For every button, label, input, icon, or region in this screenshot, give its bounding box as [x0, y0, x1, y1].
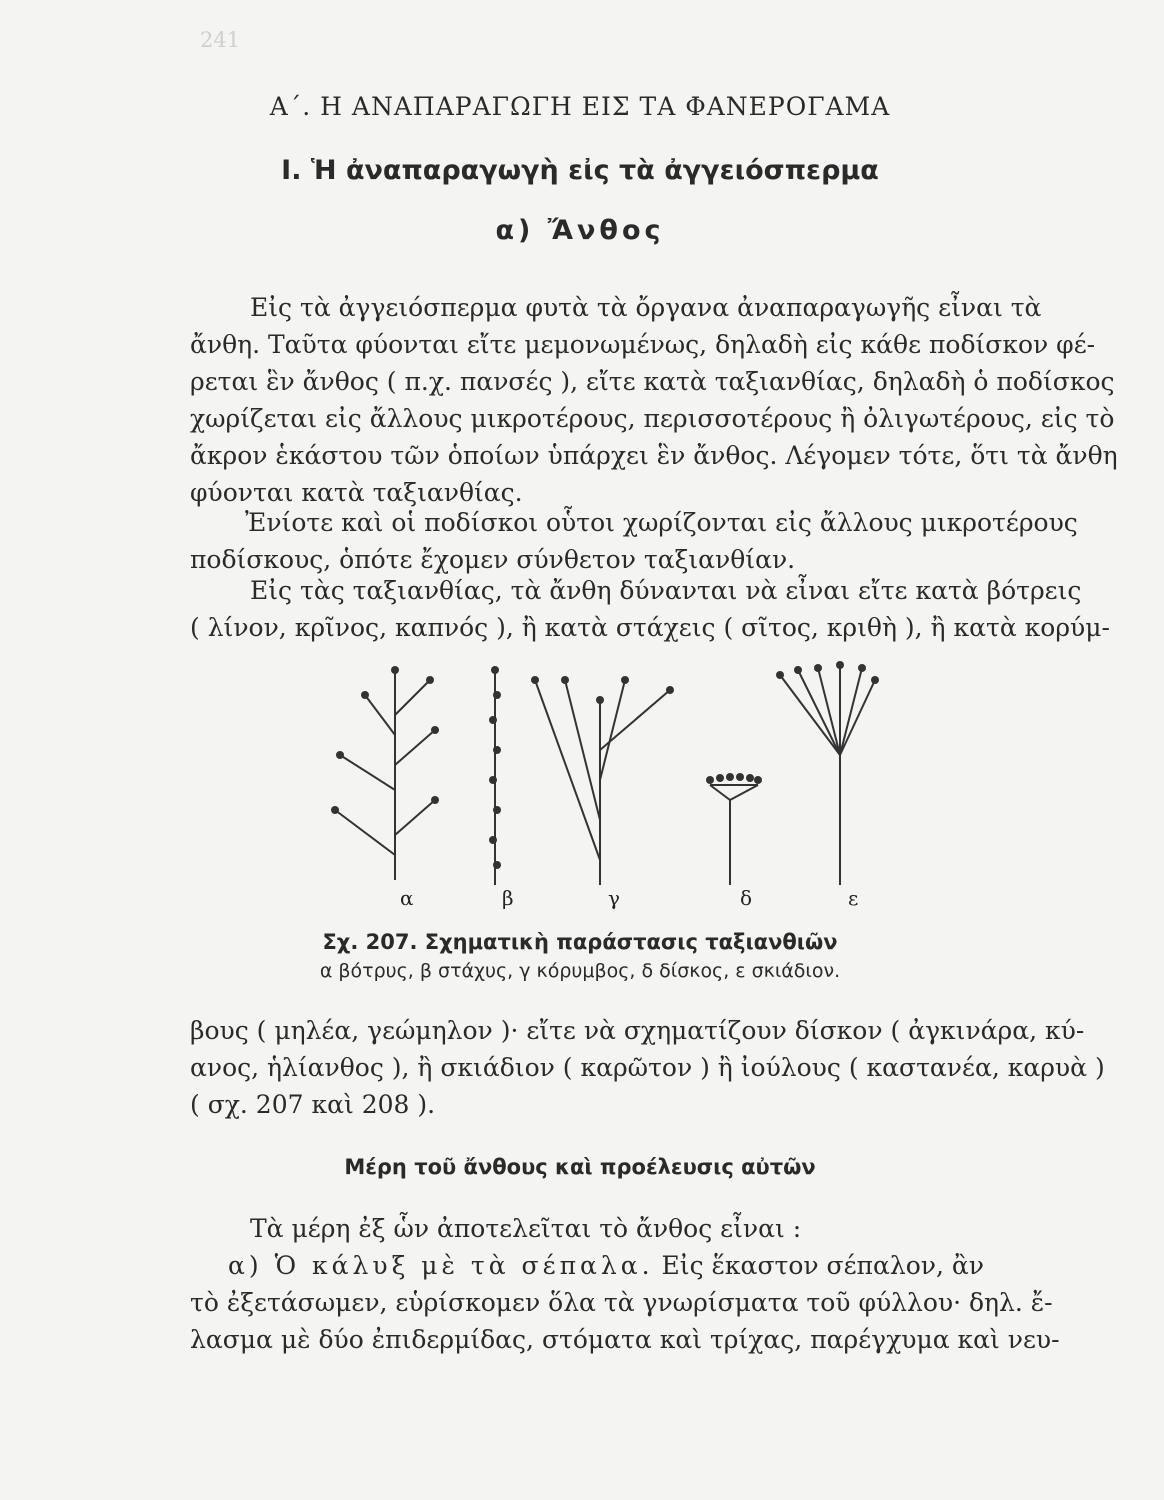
figure-label-e: ε: [848, 886, 859, 910]
figure-label-c: γ: [608, 886, 620, 910]
text-line: λασμα μὲ δύο ἐπιδερμίδας, στόματα καὶ τρίχας, παρέγχυμα καὶ νευ-: [190, 1325, 1060, 1354]
text-line: ἄκρον ἑκάστου τῶν ὁποίων ὑπάρχει ἓν ἄνθος. Λέγομεν τότε, ὅτι τὰ ἄνθη: [190, 441, 1118, 470]
paragraph-6: [190, 1247, 1060, 1358]
bleed-through-page-number: 241: [200, 28, 241, 52]
calyx-text: Εἰς ἕκαστον σέπαλον, ἂν: [661, 1251, 984, 1280]
calyx-heading: α) Ὁ κάλυξ μὲ τὰ σέπαλα.: [228, 1251, 654, 1280]
section-heading: Μέρη τοῦ ἄνθους καὶ προέλευσις αὐτῶν: [344, 1155, 816, 1179]
text-line: Εἰς τὰ ἀγγειόσπερμα φυτὰ τὰ ὄργανα ἀναπαραγωγῆς εἶναι τὰ: [250, 293, 1042, 322]
text-line: ποδίσκους, ὁπότε ἔχομεν σύνθετον ταξιανθίαν.: [190, 545, 796, 574]
paragraph-4: [190, 1012, 1105, 1123]
text-line: τὸ ἐξετάσωμεν, εὑρίσκομεν ὅλα τὰ γνωρίσματα τοῦ φύλλου· δηλ. ἔ-: [190, 1288, 1053, 1317]
figure-label-a: α: [400, 886, 414, 910]
text-line: Τὰ μέρη ἐξ ὧν ἀποτελεῖται τὸ ἄνθος εἶναι :: [250, 1214, 802, 1243]
text-line: ἄνθη. Ταῦτα φύονται εἴτε μεμονωμένως, δηλαδὴ εἰς κάθε ποδίσκον φέ-: [190, 330, 1096, 359]
text-line: ανος, ἡλίανθος ), ἢ σκιάδιον ( καρῶτον ) ἢ ἰούλους ( καστανέα, καρυὰ ): [190, 1053, 1105, 1082]
text-line: Ἐνίοτε καὶ οἱ ποδίσκοι οὗτοι χωρίζονται εἰς ἄλλους μικροτέρους: [245, 508, 1078, 537]
paragraph-5: [190, 1210, 1030, 1247]
text-line: βους ( μηλέα, γεώμηλον )· εἴτε νὰ σχηματίζουν δίσκον ( ἀγκινάρα, κύ-: [190, 1016, 1085, 1045]
figure-caption-legend: α βότρυς, β στάχυς, γ κόρυμβος, δ δίσκος, ε σκιάδιον.: [319, 960, 841, 982]
paragraph-3: [190, 572, 1110, 646]
text-line: ρεται ἓν ἄνθος ( π.χ. πανσές ), εἴτε κατὰ ταξιανθίας, δηλαδὴ ὁ ποδίσκος: [190, 367, 1115, 396]
figure-label-b: β: [502, 886, 514, 910]
chapter-title: Ι. Ἡ ἀναπαραγωγὴ εἰς τὰ ἀγγειόσπερμα: [281, 155, 879, 186]
section-title: Α΄. Η ΑΝΑΠΑΡΑΓΩΓΗ ΕΙΣ ΤΑ ΦΑΝΕΡΟΓΑΜΑ: [269, 92, 891, 121]
figure-label-d: δ: [740, 886, 753, 910]
text-line: φύονται κατὰ ταξιανθίας.: [190, 478, 523, 507]
text-line: χωρίζεται εἰς ἄλλους μικροτέρους, περισσοτέρους ἢ ὀλιγωτέρους, εἰς τὸ: [190, 404, 1115, 433]
sub-title: α) Ἄνθος: [495, 215, 665, 246]
text-line: ( σχ. 207 καὶ 208 ).: [190, 1090, 436, 1119]
text-line: ( λίνον, κρῖνος, καπνός ), ἢ κατὰ στάχεις ( σῖτος, κριθὴ ), ἢ κατὰ κορύμ-: [190, 613, 1110, 642]
figure-caption-title: Σχ. 207. Σχηματικὴ παράστασις ταξιανθιῶν: [322, 930, 838, 954]
paragraph-1: [190, 289, 1118, 511]
paragraph-2: [190, 504, 1078, 578]
inflorescence-diagram: [320, 660, 880, 910]
text-line: Εἰς τὰς ταξιανθίας, τὰ ἄνθη δύνανται νὰ εἶναι εἴτε κατὰ βότρεις: [250, 576, 1082, 605]
text-line: [190, 1247, 1030, 1284]
